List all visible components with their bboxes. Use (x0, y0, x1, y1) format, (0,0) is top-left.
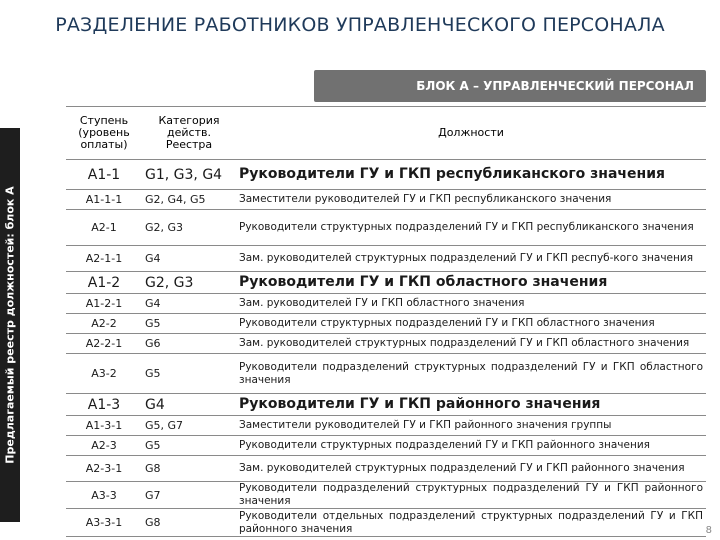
table-row (66, 272, 706, 294)
row-code: А1-1 (66, 160, 142, 190)
row-category: G2, G3 (142, 272, 236, 294)
table-row (66, 394, 706, 416)
page-number: 8 (705, 525, 712, 536)
header-step: Ступень (уровень оплаты) (66, 107, 142, 160)
row-category: G5 (142, 354, 236, 394)
header-positions: Должности (236, 107, 706, 160)
row-category: G5 (142, 436, 236, 456)
slide-title: РАЗДЕЛЕНИЕ РАБОТНИКОВ УПРАВЛЕНЧЕСКОГО ПЕРСОНАЛА (55, 14, 665, 36)
table-header-row (66, 107, 706, 160)
table-row (66, 314, 706, 334)
row-code: А3-3-1 (66, 509, 142, 537)
row-category: G8 (142, 456, 236, 482)
row-code: А3-2 (66, 354, 142, 394)
row-code: А2-1-1 (66, 246, 142, 272)
table-row (66, 436, 706, 456)
row-code: А2-2 (66, 314, 142, 334)
row-position: Руководители структурных подразделений ГУ и ГКП районного значения (236, 436, 706, 456)
row-code: А1-2 (66, 272, 142, 294)
row-code: А1-3 (66, 394, 142, 416)
row-category: G5 (142, 314, 236, 334)
row-position: Руководители подразделений структурных подразделений ГУ и ГКП районного значения (236, 482, 706, 509)
row-position: Заместители руководителей ГУ и ГКП районного значения группы (236, 416, 706, 436)
row-category: G2, G4, G5 (142, 190, 236, 210)
table-row (66, 509, 706, 537)
row-category: G4 (142, 246, 236, 272)
side-label-text: Предлагаемый реестр должностей: блок А (3, 186, 17, 464)
row-category: G6 (142, 334, 236, 354)
row-category: G8 (142, 509, 236, 537)
row-category: G4 (142, 394, 236, 416)
table-row (66, 416, 706, 436)
row-position: Руководители ГУ и ГКП республиканского значения (236, 160, 706, 190)
row-category: G7 (142, 482, 236, 509)
header-category: Категория действ. Реестра (142, 107, 236, 160)
row-position: Руководители ГУ и ГКП районного значения (236, 394, 706, 416)
table-row (66, 354, 706, 394)
row-category: G4 (142, 294, 236, 314)
block-banner-text: БЛОК А – УПРАВЛЕНЧЕСКИЙ ПЕРСОНАЛ (416, 79, 694, 93)
row-position: Руководители структурных подразделений ГУ и ГКП республиканского значения (236, 210, 706, 246)
table-row (66, 294, 706, 314)
row-position: Зам. руководителей ГУ и ГКП областного значения (236, 294, 706, 314)
row-position: Руководители подразделений структурных подразделений ГУ и ГКП областного значения (236, 354, 706, 394)
row-position: Руководители структурных подразделений ГУ и ГКП областного значения (236, 314, 706, 334)
row-code: А1-2-1 (66, 294, 142, 314)
row-code: А3-3 (66, 482, 142, 509)
row-code: А2-1 (66, 210, 142, 246)
row-position: Зам. руководителей структурных подразделений ГУ и ГКП областного значения (236, 334, 706, 354)
row-position: Зам. руководителей структурных подразделений ГУ и ГКП респуб-кого значения (236, 246, 706, 272)
row-position: Зам. руководителей структурных подразделений ГУ и ГКП районного значения (236, 456, 706, 482)
table-row (66, 160, 706, 190)
positions-table (66, 106, 706, 537)
table-row (66, 210, 706, 246)
row-category: G1, G3, G4 (142, 160, 236, 190)
table-row (66, 482, 706, 509)
row-category: G5, G7 (142, 416, 236, 436)
row-code: А2-2-1 (66, 334, 142, 354)
table-row (66, 334, 706, 354)
row-code: А1-3-1 (66, 416, 142, 436)
row-code: А2-3 (66, 436, 142, 456)
table-body (66, 160, 706, 537)
row-position: Заместители руководителей ГУ и ГКП республиканского значения (236, 190, 706, 210)
table-row (66, 190, 706, 210)
row-position: Руководители ГУ и ГКП областного значения (236, 272, 706, 294)
row-position: Руководители отдельных подразделений структурных подразделений ГУ и ГКП районного значения (236, 509, 706, 537)
table-row (66, 456, 706, 482)
row-code: А1-1-1 (66, 190, 142, 210)
table-row (66, 246, 706, 272)
row-code: А2-3-1 (66, 456, 142, 482)
row-category: G2, G3 (142, 210, 236, 246)
block-banner (314, 70, 706, 102)
